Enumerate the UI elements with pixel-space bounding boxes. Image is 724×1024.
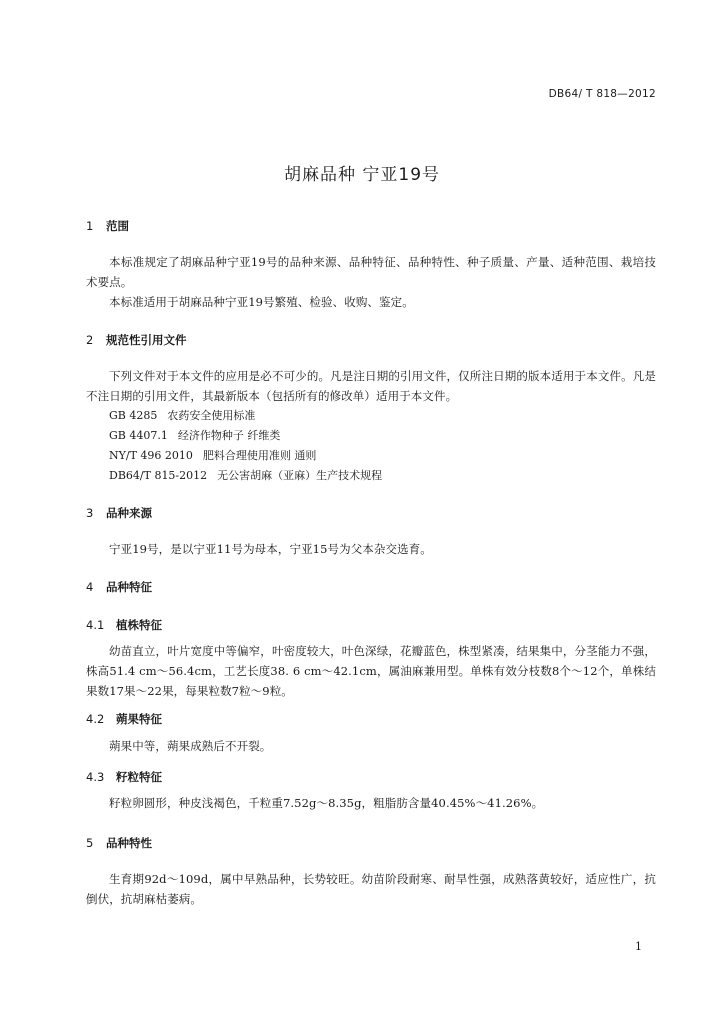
reference-title: 肥料合理使用准则 通则: [202, 449, 317, 462]
reference-id: GB 4407.1: [109, 429, 168, 442]
paragraph: 籽粒卵圆形，种皮浅褐色，千粒重7.52g～8.35g，粗脂肪含量40.45%～41.26%。: [109, 796, 544, 810]
paragraph: 幼苗直立，叶片宽度中等偏窄，叶密度较大，叶色深绿，花瓣蓝色，株型紧凑，结果集中，分茎能力不强，株高51.4 cm～56.4cm，工艺长度38. 6 cm～42.1cm，属油麻兼用型。单株有效分枝数8个～12个，单株结果数17果～22果，每果粒数7粒～9粒。: [86, 644, 656, 698]
subsection-heading: [86, 769, 162, 785]
subsection-title: 蒴果特征: [116, 712, 162, 726]
subsection-title: 植株特征: [116, 618, 162, 632]
reference-id: NY/T 496 2010: [109, 449, 193, 462]
section-heading: [86, 218, 129, 234]
reference-title: 经济作物种子 纤维类: [177, 429, 281, 442]
section-number: 1: [86, 219, 94, 233]
paragraph: 本标准适用于胡麻品种宁亚19号繁殖、检验、收购、鉴定。: [109, 295, 414, 309]
reference-title: 农药安全使用标准: [167, 409, 256, 422]
paragraph: 下列文件对于本文件的应用是必不可少的。凡是注日期的引用文件，仅所注日期的版本适用于本文件。凡是不注日期的引用文件，其最新版本（包括所有的修改单）适用于本文件。: [86, 369, 656, 403]
reference-list: [109, 406, 382, 486]
section-title: 范围: [106, 219, 129, 233]
section-title: 品种来源: [106, 506, 152, 520]
subsection-title: 籽粒特征: [116, 770, 162, 784]
reference-id: DB64/T 815-2012: [109, 469, 208, 482]
section-heading: [86, 579, 152, 595]
section-number: 3: [86, 506, 94, 520]
section-number: 2: [86, 333, 94, 347]
section-title: 品种特性: [106, 836, 152, 850]
document-code: DB64/ T 818—2012: [548, 88, 656, 100]
reference-item: [109, 446, 382, 466]
section-title: 规范性引用文件: [106, 333, 187, 347]
section-title: 品种特征: [106, 580, 152, 594]
document-title: 胡麻品种 宁亚19号: [283, 165, 441, 185]
page-number: 1: [635, 940, 642, 953]
section-heading: [86, 835, 152, 851]
reference-title: 无公害胡麻（亚麻）生产技术规程: [217, 469, 383, 482]
reference-item: [109, 466, 382, 486]
subsection-number: 4.1: [86, 618, 105, 632]
section-heading: [86, 332, 187, 348]
paragraph: 蒴果中等，蒴果成熟后不开裂。: [109, 739, 272, 753]
section-number: 5: [86, 836, 94, 850]
reference-item: [109, 406, 382, 426]
section-heading: [86, 505, 152, 521]
paragraph: 生育期92d～109d，属中早熟品种，长势较旺。幼苗阶段耐寒、耐旱性强，成熟落黄较好，适应性广，抗倒伏，抗胡麻枯萎病。: [86, 872, 656, 906]
subsection-number: 4.3: [86, 770, 105, 784]
reference-id: GB 4285: [109, 409, 158, 422]
subsection-heading: [86, 711, 162, 727]
subsection-heading: [86, 617, 162, 633]
section-number: 4: [86, 580, 94, 594]
subsection-number: 4.2: [86, 712, 105, 726]
reference-item: [109, 426, 382, 446]
paragraph: 本标准规定了胡麻品种宁亚19号的品种来源、品种特征、品种特性、种子质量、产量、适种范围、栽培技术要点。: [86, 255, 656, 289]
paragraph: 宁亚19号，是以宁亚11号为母本，宁亚15号为父本杂交选育。: [109, 542, 432, 556]
